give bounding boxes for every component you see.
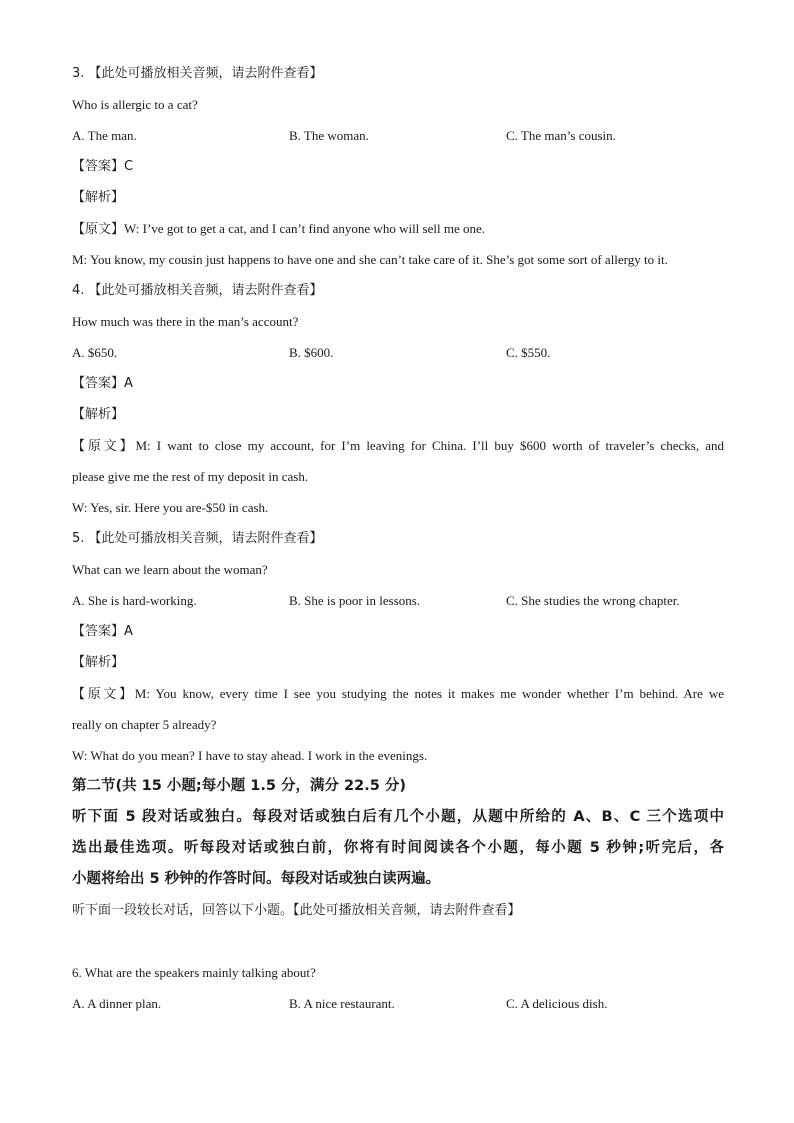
q5-transcript-line: really on chapter 5 already? [72, 717, 217, 732]
q4-options [72, 337, 724, 368]
q3-question: Who is allergic to a cat? [72, 97, 198, 112]
q4-answer: 【答案】A [72, 376, 133, 391]
q3-transcript-line: 【原文】W: I’ve got to get a cat, and I can’t find anyone who will sell me one. [72, 221, 485, 236]
q5-option-c: C. She studies the wrong chapter. [506, 593, 680, 608]
q4-transcript-line: W: Yes, sir. Here you are-$50 in cash. [72, 500, 269, 515]
section2-title: 第二节(共 15 小题;每小题 1.5 分，满分 22.5 分) [72, 778, 406, 794]
section2-instruction-line: 选出最佳选项。听每段对话或独白前，你将有时间阅读各个小题，每小题 5 秒钟;听完后，各 [72, 840, 724, 856]
q3-transcript-line: M: You know, my cousin just happens to have one and she can’t take care of it. She’s got some sort of allergy to it. [72, 252, 668, 267]
q4-transcript-line: please give me the rest of my deposit in cash. [72, 469, 309, 484]
q6-options [72, 988, 724, 1019]
document-page [72, 58, 724, 1019]
section2-instruction-line: 小题将给出 5 秒钟的作答时间。每段对话或独白读两遍。 [72, 871, 441, 887]
q3-options [72, 120, 724, 151]
q3-option-a: A. The man. [72, 128, 137, 143]
q5-transcript-line: 【原文】M: You know, every time I see you studying the notes it makes me wonder whether I’m behind. Are we [72, 686, 724, 701]
q5-options [72, 585, 724, 616]
q5-header: 5. 【此处可播放相关音频，请去附件查看】 [72, 531, 323, 546]
q4-analysis: 【解析】 [72, 407, 125, 422]
q5-option-b: B. She is poor in lessons. [289, 593, 421, 608]
q4-header: 4. 【此处可播放相关音频，请去附件查看】 [72, 283, 323, 298]
q3-option-b: B. The woman. [289, 128, 369, 143]
q6-option-c: C. A delicious dish. [506, 996, 608, 1011]
section2-instruction-line: 听下面 5 段对话或独白。每段对话或独白后有几个小题，从题中所给的 A、B、C 三个选项中 [72, 809, 724, 825]
q4-option-b: B. $600. [289, 345, 334, 360]
q5-transcript-line: W: What do you mean? I have to stay ahead. I work in the evenings. [72, 748, 428, 763]
q4-transcript-line: 【原文】M: I want to close my account, for I’m leaving for China. I’ll buy $600 worth of traveler’s checks, and [72, 438, 724, 453]
q4-option-c: C. $550. [506, 345, 551, 360]
q5-analysis: 【解析】 [72, 655, 125, 670]
q3-answer: 【答案】C [72, 159, 134, 174]
section2-prompt: 听下面一段较长对话，回答以下小题。【此处可播放相关音频，请去附件查看】 [72, 903, 521, 918]
q4-question: How much was there in the man’s account? [72, 314, 299, 329]
q3-header: 3. 【此处可播放相关音频，请去附件查看】 [72, 66, 323, 81]
q6-question: 6. What are the speakers mainly talking about? [72, 965, 316, 980]
q3-option-c: C. The man’s cousin. [506, 128, 616, 143]
q5-answer: 【答案】A [72, 624, 133, 639]
spacer [72, 926, 724, 957]
q6-option-b: B. A nice restaurant. [289, 996, 395, 1011]
q3-analysis: 【解析】 [72, 190, 125, 205]
q6-option-a: A. A dinner plan. [72, 996, 162, 1011]
q5-question: What can we learn about the woman? [72, 562, 268, 577]
q5-option-a: A. She is hard-working. [72, 593, 197, 608]
q4-option-a: A. $650. [72, 345, 118, 360]
